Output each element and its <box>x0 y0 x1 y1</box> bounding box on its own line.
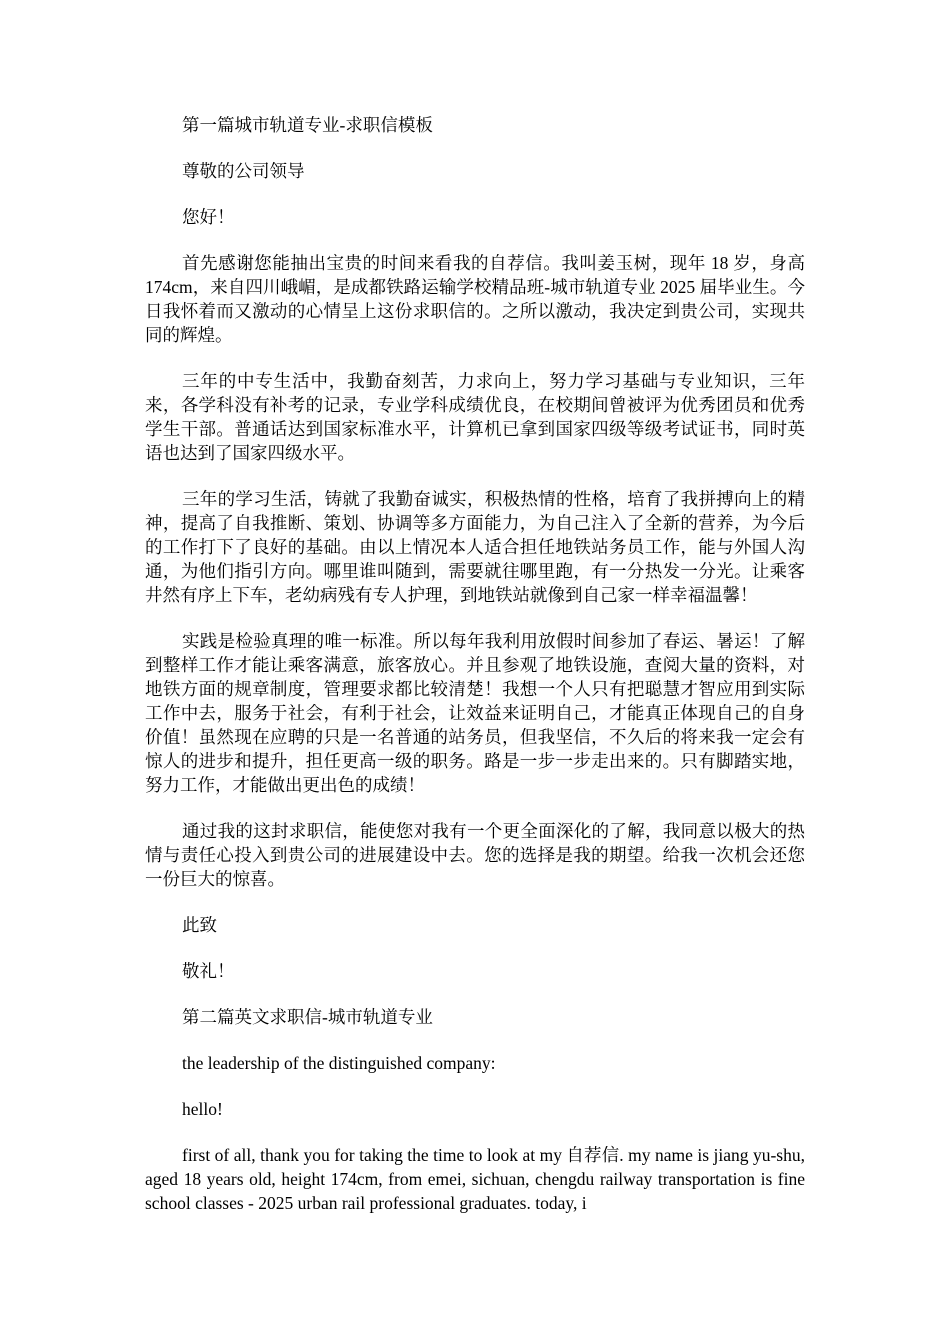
closing-regards: 此致 <box>182 915 217 935</box>
paragraph-character: 三年的学习生活，铸就了我勤奋诚实，积极热情的性格，培育了我拼搏向上的精神，提高了自我推断、策划、协调等多方面能力，为自己注入了全新的营养，为今后的工作打下了良好的基础。由以上情况本人适合担任地铁站务员工作，能与外国人沟通，为他们指引方向。哪里谁叫随到，需要就往哪里跑，有一分热发一分光。让乘客井然有序上下车，老幼病残有专人护理，到地铁站就像到自己家一样幸福温馨！ <box>145 489 805 605</box>
closing-salute: 敬礼！ <box>182 961 235 981</box>
greeting: 您好！ <box>182 207 235 227</box>
salutation: 尊敬的公司领导 <box>182 161 305 181</box>
paragraph-intro: 首先感谢您能抽出宝贵的时间来看我的自荐信。我叫姜玉树，现年 18 岁，身高 174cm，来自四川峨嵋，是成都铁路运输学校精品班-城市轨道专业 2025 届毕业生。今日我怀着而又激动的心情呈上这份求职信的。之所以激动，我决定到贵公司，实现共同的辉煌。 <box>145 253 805 345</box>
section-title-1: 第一篇城市轨道专业-求职信模板 <box>182 115 433 135</box>
paragraph-conclusion: 通过我的这封求职信，能使您对我有一个更全面深化的了解，我同意以极大的热情与责任心投入到贵公司的进展建设中去。您的选择是我的期望。给我一次机会还您一份巨大的惊喜。 <box>145 821 805 889</box>
english-paragraph-intro: first of all, thank you for taking the time to look at my 自荐信. my name is jiang yu-shu, aged 18 years old, height 174cm, from emei, sichuan, chengdu railway transportation is fine school classes - 2025 urban rail professional graduates. today, i <box>145 1145 805 1213</box>
paragraph-practice: 实践是检验真理的唯一标准。所以每年我利用放假时间参加了春运、暑运！了解到整样工作才能让乘客满意，旅客放心。并且参观了地铁设施，查阅大量的资料，对地铁方面的规章制度，管理要求都比较清楚！我想一个人只有把聪慧才智应用到实际工作中去，服务于社会，有利于社会，让效益来证明自己，才能真正体现自己的自身价值！虽然现在应聘的只是一名普通的站务员，但我坚信，不久后的将来我一定会有惊人的进步和提升，担任更高一级的职务。路是一步一步走出来的。只有脚踏实地，努力工作，才能做出更出色的成绩！ <box>145 631 805 795</box>
english-salutation: the leadership of the distinguished company: <box>182 1053 496 1073</box>
section-title-2: 第二篇英文求职信-城市轨道专业 <box>182 1007 433 1027</box>
document-page <box>145 113 805 1237</box>
paragraph-study: 三年的中专生活中，我勤奋刻苦，力求向上，努力学习基础与专业知识，三年来，各学科没有补考的记录，专业学科成绩优良，在校期间曾被评为优秀团员和优秀学生干部。普通话达到国家标准水平，计算机已拿到国家四级等级考试证书，同时英语也达到了国家四级水平。 <box>145 371 805 463</box>
english-greeting: hello! <box>182 1099 223 1119</box>
